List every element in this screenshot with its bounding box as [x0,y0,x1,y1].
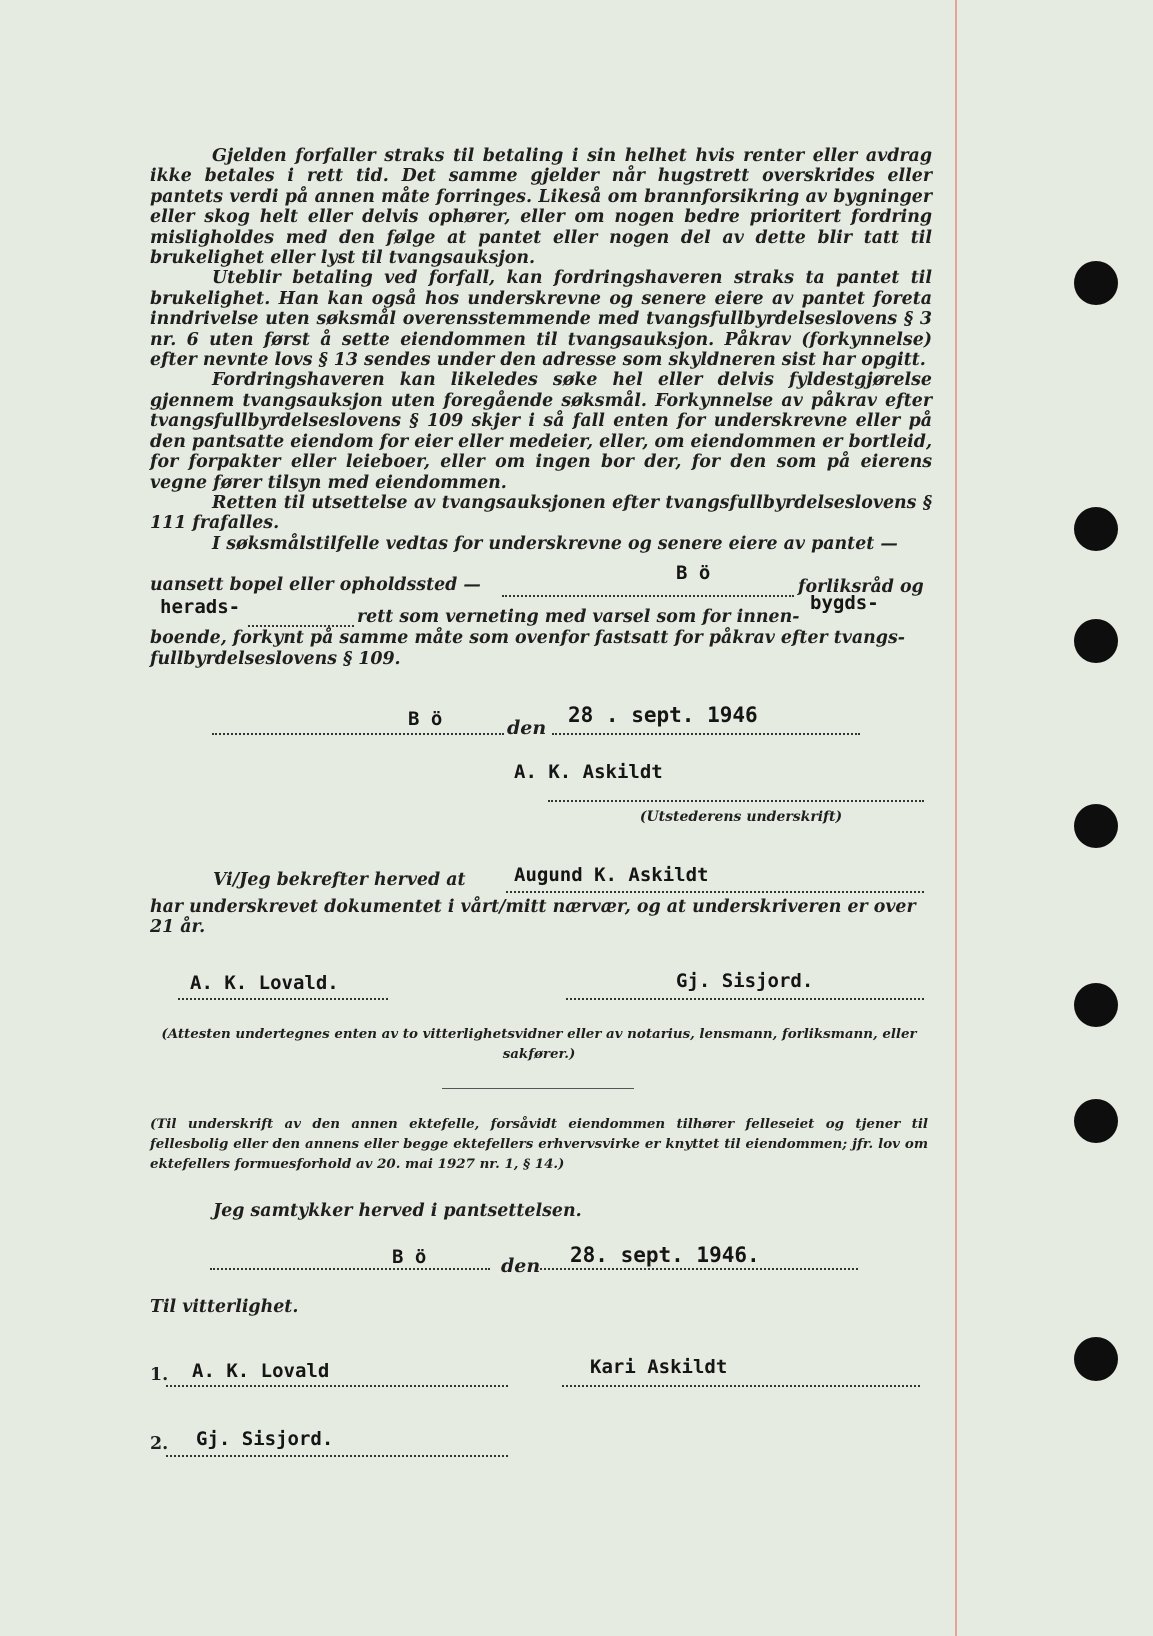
venue-line-4: fullbyrdelseslovens § 109. [150,649,401,669]
venue-place: B ö [676,562,711,584]
venue-rett-text: rett som verneting med varsel som for innen- [357,607,800,627]
dotted-line [210,1268,490,1270]
dotted-line [562,1385,920,1387]
consent-witness-1: A. K. Lovald [192,1360,330,1382]
signature-label: (Utstederens underskrift) [639,809,843,825]
dotted-line [166,1385,508,1387]
terms-text [150,146,932,554]
venue-suffix: forliksråd og [798,577,924,597]
binder-hole-icon [1074,507,1118,551]
issuer-signature: A. K. Askildt [514,761,663,783]
court-type-bygds: bygds- [810,592,879,614]
terms-paragraph-5: I søksmålstilfelle vedtas for underskrevne og senere eiere av pantet — [212,533,898,554]
terms-paragraph-4: Retten til utsettelse av tvangsauksjonen efter tvangsfullbyrdelseslovens § 111 frafalles. [150,492,932,534]
consent-date: 28. sept. 1946. [570,1243,760,1267]
witness-confirm-line-2: har underskrevet dokumentet i vårt/mitt nærvær, og at underskriveren er over [150,897,916,917]
witness-confirm-prefix: Vi/Jeg bekrefter herved at [213,870,466,890]
witness-1-signature: A. K. Lovald. [190,972,339,994]
confirmed-signer-name: Augund K. Askildt [514,864,709,886]
issue-place: B ö [408,708,443,730]
terms-paragraph-1: Gjelden forfaller straks til betaling i sin helhet hvis renter eller avdrag ikke betales i rett tid. Det samme gjelder når hugstrett overskrides eller pantets verdi på annen måte forringes. Likeså om brannforsikring av bygninger eller skog helt eller delvis ophører, eller om nogen bedre prioritert fordring misligholdes med den følge at pantet eller nogen del av dette blir tatt til brukelighet eller lyst til tvangsauksjon. [150,146,932,269]
binder-hole-icon [1074,983,1118,1027]
binder-hole-icon [1074,804,1118,848]
binder-hole-icon [1074,1337,1118,1381]
witness-confirm-line-3: 21 år. [150,917,206,937]
court-type-herads: herads- [160,596,241,618]
terms-paragraph-3: Fordringshaveren kan likeledes søke hel eller delvis fyldestgjørelse gjennem tvangsauksjon uten foregående søksmål. Forkynnelse av påkrav efter tvangsfullbyrdelseslovens § 109 skjer i så fall enten for underskrevne eller på den pantsatte eiendom for eier eller medeier, eller, om eiendommen er bortleid, for forpakter eller leieboer, eller om ingen bor der, for den som på eierens vegne fører tilsyn med eiendommen. [150,370,932,493]
binder-hole-icon [1074,1099,1118,1143]
terms-paragraph-2: Uteblir betaling ved forfall, kan fordringshaveren straks ta pantet til brukelighet. Han kan også hos underskrevne og senere eiere av pantet foreta inndrivelse uten søksmål overensstemmende med tvangsfullbyrdelseslovens § 3 nr. 6 uten først å sette eiendommen til tvangsauksjon. Påkrav (forkynnelse) efter nevnte lovs § 13 sendes under den adresse som skyldneren sist har opgitt. [150,268,932,371]
dotted-line [540,1268,858,1270]
witness-number-2: 2. [150,1434,169,1454]
dotted-line [178,998,388,1000]
binder-hole-icon [1074,261,1118,305]
dotted-line [552,733,860,735]
dotted-line [248,625,354,627]
separator-line [442,1088,634,1089]
witness-note: (Attesten undertegnes enten av to vitterlighetsvidner eller av notarius, lensmann, forliksmann, eller sakfører.) [161,1026,917,1062]
dotted-line [566,998,924,1000]
consent-place: B ö [392,1246,427,1268]
consent-text: Jeg samtykker herved i pantsettelsen. [213,1201,582,1221]
binder-hole-icon [1074,619,1118,663]
witness-2-signature: Gj. Sisjord. [676,970,814,992]
consent-den-label: den [501,1255,541,1277]
venue-prefix: uansett bopel eller opholdssted — [150,575,481,595]
consent-signer: Kari Askildt [590,1356,728,1378]
dotted-line [212,733,504,735]
issue-date: 28 . sept. 1946 [568,703,758,727]
dotted-line [548,800,924,802]
spouse-note: (Til underskrift av den annen ektefelle, forsåvidt eiendommen tilhører felleseiet og tjener til fellesbolig eller den annens eller begge ektefellers erhvervsvirke er knyttet til eiendommen; jfr. lov om ektefellers formuesforhold av 20. mai 1927 nr. 1, § 14.) [150,1116,928,1172]
witness-number-1: 1. [150,1365,169,1385]
red-margin-line [955,0,957,1636]
consent-witness-2: Gj. Sisjord. [196,1428,334,1450]
vitterlighet-label: Til vitterlighet. [150,1297,299,1317]
venue-line-3: boende, forkynt på samme måte som ovenfor fastsatt for påkrav efter tvangs- [150,628,905,648]
dotted-line [502,595,794,597]
dotted-line [506,891,924,893]
dotted-line [166,1455,508,1457]
issue-den-label: den [507,717,547,739]
